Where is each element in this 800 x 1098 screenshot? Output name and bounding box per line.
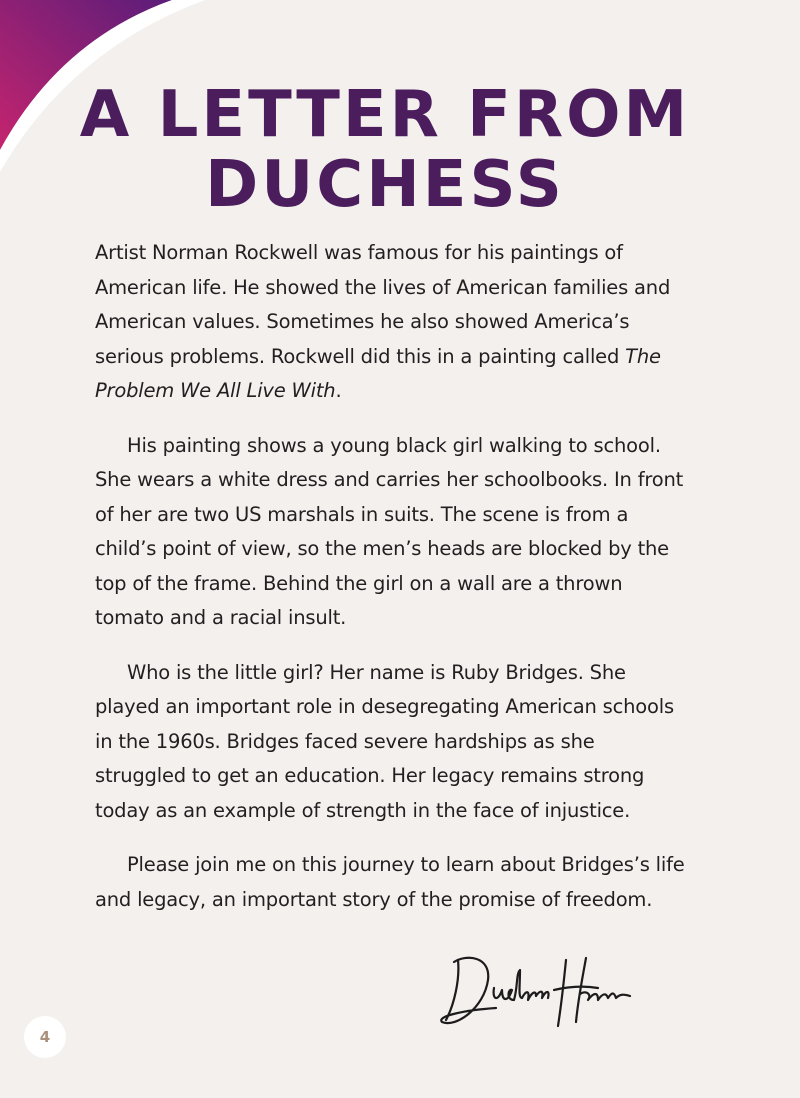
title-line-2: DUCHESS — [205, 148, 565, 222]
paragraph-1-end: . — [335, 379, 342, 402]
paragraph-2: His painting shows a young black girl walking to school. She wears a white dress and carries her schoolbooks. In front of her are two US marshals in suits. The scene is from a child’s point of view, so the men’s heads are blocked by the top of the frame. Behind the girl on a wall are a thrown tomato and a racial insult. — [95, 433, 684, 629]
painting-title: The Problem We All Live With — [95, 344, 661, 402]
page-number: 4 — [24, 1016, 66, 1058]
page-title — [0, 80, 770, 220]
paragraph-3: Who is the little girl? Her name is Ruby Bridges. She played an important role in desegregating American schools in the 1960s. Bridges faced severe hardships as she struggled to get an education. Her legacy remains strong today as an example of strength in the face of injustice. — [95, 660, 674, 822]
title-line-1: A LETTER FROM — [79, 78, 691, 152]
letter-body — [95, 236, 685, 937]
signature — [436, 950, 636, 1036]
paragraph-1 — [95, 236, 685, 409]
paragraph-4: Please join me on this journey to learn about Bridges’s life and legacy, an important story of the promise of freedom. — [95, 853, 685, 911]
paragraph-1-text: Artist Norman Rockwell was famous for his paintings of American life. He showed the lives of American families and American values. Sometimes he also showed America’s serious problems. Rockwell did this in a painting called — [95, 241, 671, 368]
